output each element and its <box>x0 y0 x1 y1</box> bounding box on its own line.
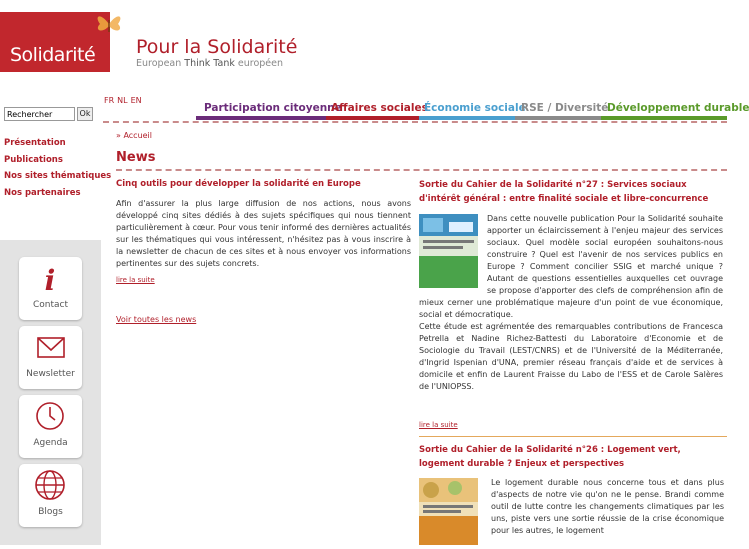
nav-underline-participation <box>196 116 326 120</box>
blogs-label: Blogs <box>38 507 63 517</box>
contact-label: Contact <box>32 300 68 310</box>
divider <box>116 169 727 171</box>
site-title[interactable]: Pour la Solidarité <box>136 36 298 58</box>
agenda-label: Agenda <box>33 438 68 448</box>
left-nav-publications[interactable]: Publications <box>4 154 63 165</box>
nav-economie-sociale[interactable]: Économie sociale <box>424 102 526 114</box>
blogs-tile[interactable] <box>19 464 82 527</box>
see-all-news-link[interactable]: Voir toutes les news <box>116 315 197 324</box>
nav-underline-economie <box>419 116 515 120</box>
article-body: Le logement durable nous concerne tous et dans plus d'aspects de notre vie qu'on ne le pense. Brandi comme outil de lutte contre les changements climatiques par les uns, piste vers une sortie réussie de la crise économique pour les autres, le logement <box>491 478 724 535</box>
info-icon <box>19 257 82 299</box>
search-input[interactable] <box>4 107 75 121</box>
site-subtitle: European Think Tank européen <box>136 58 284 69</box>
butterfly-icon <box>92 6 126 40</box>
agenda-tile[interactable] <box>19 395 82 458</box>
lang-fr[interactable]: FR <box>104 96 115 105</box>
read-more-link[interactable]: lire la suite <box>419 421 458 429</box>
article-paragraph: Dans cette nouvelle publication Pour la Solidarité souhaite apporter un éclaircissement à l'enjeu majeur des services sociaux. Quel modèle social européen souhaitons-nous construire ? Quel est l'avenir de nos services publics en Europe ? Comment concilier SSIG et marché unique ? Autant de questions essentielles auxquelles cet ouvrage se propose d'apporter des clefs de compréhension afin de mieux cerner une problématique majeure d'un point de vue économique, social et démocratique. <box>419 214 723 319</box>
clock-icon <box>19 395 82 437</box>
newsletter-tile[interactable] <box>19 326 82 389</box>
article-title[interactable]: Cinq outils pour développer la solidarité en Europe <box>116 179 361 189</box>
envelope-icon <box>19 326 82 368</box>
contact-tile[interactable] <box>19 257 82 320</box>
logo-text: Solidarité <box>10 44 96 66</box>
read-more-link[interactable]: lire la suite <box>116 276 155 284</box>
svg-text:i: i <box>44 264 56 297</box>
nav-participation[interactable]: Participation citoyenne <box>204 102 342 114</box>
publication-cover[interactable] <box>419 214 478 288</box>
nav-underline-developpement <box>601 116 727 120</box>
lang-nl[interactable]: NL <box>117 96 128 105</box>
nav-rse[interactable]: RSE / Diversité <box>521 102 609 114</box>
left-nav <box>4 138 111 204</box>
article-title[interactable]: Sortie du Cahier de la Solidarité n°26 : Logement vert, logement durable ? Enjeux et perspectives <box>419 445 681 469</box>
nav-underline-rse <box>515 116 601 120</box>
breadcrumb[interactable]: » Accueil <box>116 131 153 140</box>
divider <box>419 436 727 437</box>
divider <box>103 121 727 123</box>
left-nav-presentation[interactable]: Présentation <box>4 138 66 148</box>
newsletter-label: Newsletter <box>26 369 75 379</box>
language-switcher <box>104 96 145 105</box>
nav-developpement[interactable]: Développement durable <box>607 102 749 114</box>
publication-cover[interactable] <box>419 478 478 545</box>
article-body: Afin d'assurer la plus large diffusion de nos actions, nous avons développé cinq sites dédiés à des sujets spécifiques qui nous tiennent particulièrement à cœur. Pour vous tenir informé des dernières actualités sur les thématiques qui vous intéressent, n'hésitez pas à vous inscrire à la newsletter de chacun de ces sites et à nous envoyer vos informations pertinentes sur des sujets concrets. <box>116 199 411 268</box>
left-nav-partners[interactable]: Nos partenaires <box>4 187 81 198</box>
globe-icon <box>19 464 82 506</box>
nav-affaires-sociales[interactable]: Affaires sociales <box>331 102 428 114</box>
page-title: News <box>116 150 156 165</box>
article-paragraph: Cette étude est agrémentée des remarquables contributions de Francesca Petrella et Nadine Richez-Battesti du Laboratoire d'Economie et de Sociologie du Travail (LEST/CNRS) et de l'Université de la Méditerranée, d'Ingrid Ispenian d'UNA, premier réseau français d'aide et de services à domicile et enfin de Laurent Fraisse du Labo de l'ESS et de Carole Salères de l'UNIOPSS. <box>419 322 723 391</box>
article-title[interactable]: Sortie du Cahier de la Solidarité n°27 : Services sociaux d'intérêt général : entre finalité sociale et libre-concurrence <box>419 180 709 204</box>
search-button[interactable]: Ok <box>77 107 93 121</box>
lang-en[interactable]: EN <box>130 96 142 105</box>
left-nav-sites[interactable]: Nos sites thématiques <box>4 171 112 181</box>
nav-underline-affaires <box>326 116 419 120</box>
